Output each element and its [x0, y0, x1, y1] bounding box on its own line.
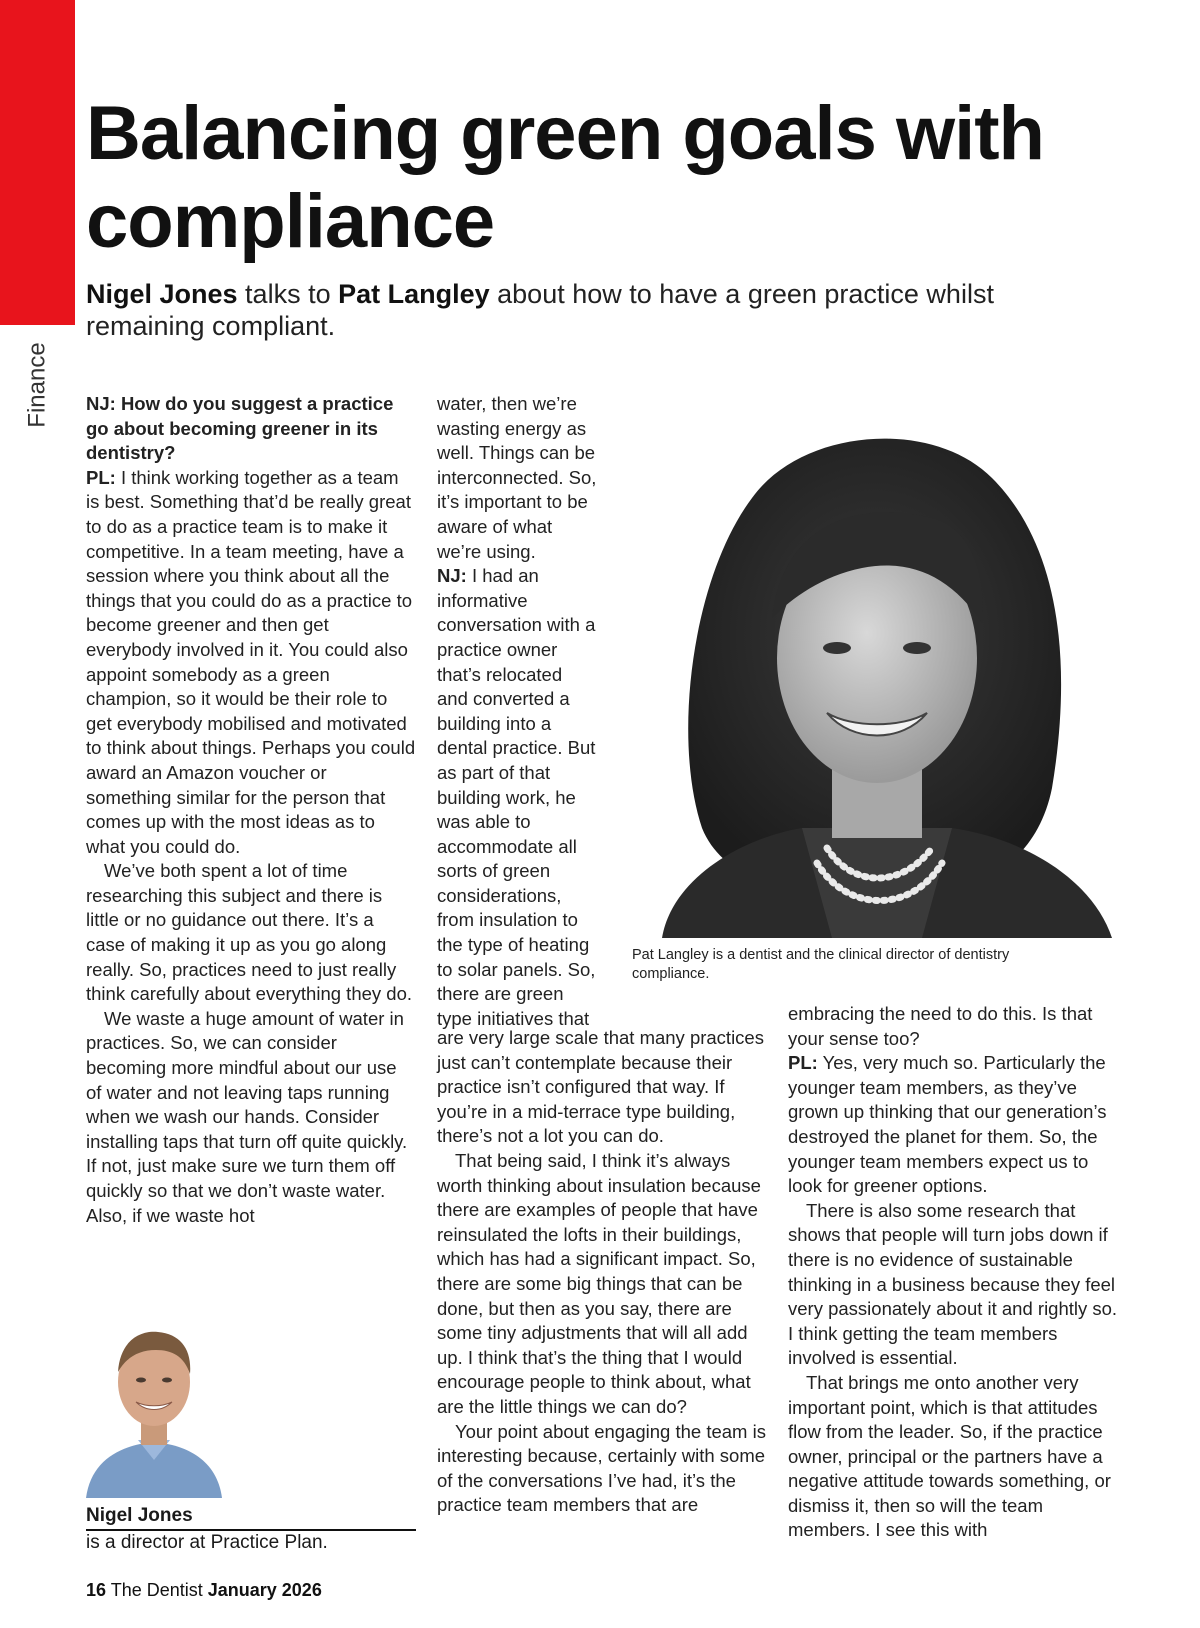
page-footer: [86, 1580, 322, 1601]
page-number: 16: [86, 1580, 107, 1600]
author-description: is a director at Practice Plan.: [86, 1532, 328, 1553]
publication-name: The Dentist: [106, 1580, 208, 1600]
author-name: Nigel Jones: [86, 1504, 416, 1531]
article-column-3: [788, 1002, 1118, 1543]
standfirst-interviewer: Nigel Jones: [86, 279, 238, 309]
answer-2-text: Yes, very much so. Particularly the younger team members, as they’ve grown up thinking that our generation’s destroyed the planet for them. So, the younger team members expect us to look for greener options.: [788, 1052, 1107, 1197]
portrait-photo-nigel-jones: [86, 1310, 222, 1498]
section-color-bar: [0, 0, 75, 325]
question-2-text: I had an informative conversation with a practice owner that’s relocated and converted a building into a dental practice. But as part of that building work, he was able to accommodate all sorts of green considerations, from insulation to the type of heating to solar panels. So, there are green type initiatives that: [437, 565, 596, 1029]
question-1: NJ: How do you suggest a practice go about becoming greener in its dentistry?: [86, 393, 394, 464]
speaker-label-pl: PL:: [788, 1052, 818, 1074]
standfirst-text-1: talks to: [237, 279, 339, 309]
speaker-label-pl: PL:: [86, 466, 116, 488]
answer-1-text: I think working together as a team is best. Something that’d be really great to do as a practice team is to make it competitive. In a team meeting, have a session where you think about all the things that you could do as a practice to become greener and then get everybody involved in it. You could also appoint somebody as a green champion, so it would be their role to get everybody mobilised and motivated to think about things. Perhaps you could award an Amazon voucher or something similar for the person that comes up with the most ideas as to what you could do.: [86, 466, 416, 857]
paragraph: We’ve both spent a lot of time researching this subject and there is little or no guidance out there. It’s a case of making it up as you go along really. So, practices need to just really think carefully about everything they do.: [86, 860, 412, 1005]
answer-2: [788, 1051, 1118, 1199]
headline: Balancing green goals with compliance: [86, 91, 1044, 264]
paragraph: water, then we’re wasting energy as well. Things can be interconnected. So, it’s important to be aware of what we’re using.: [437, 393, 597, 562]
question-2: [437, 564, 597, 1031]
section-label: [18, 340, 58, 430]
photo-caption: Pat Langley is a dentist and the clinical director of dentistry compliance.: [632, 947, 1010, 982]
issue-date: January 2026: [207, 1580, 322, 1600]
paragraph: That being said, I think it’s always worth thinking about insulation because there are examples of people that have reinsulated the lofts in their buildings, which has had a significant impact. So, there are some big things that can be done, but then as you say, there are some tiny adjustments that will all add up. I think that’s the thing that I would encourage people to think about, what are the little things we can do?: [437, 1149, 761, 1417]
paragraph: We waste a huge amount of water in practices. So, we can consider becoming more mindful about our use of water and not leaving taps running when we wash our hands. Consider installing taps that turn off quite quickly. If not, just make sure we turn them off quickly so that we don’t waste water. Also, if we waste hot: [86, 1007, 408, 1226]
paragraph: are very large scale that many practices just can’t contemplate because their practice isn’t configured that way. If you’re in a mid-terrace type building, there’s not a lot you can do.: [437, 1027, 764, 1147]
paragraph: That brings me onto another very important point, which is that attitudes flow from the leader. So, if the practice owner, principal or the partners have a negative attitude towards something, or dismiss it, then so will the team members. I see this with: [788, 1371, 1111, 1541]
section-label-text: Finance: [24, 342, 52, 428]
standfirst-text-2: about how to have a green practice whilst remaining compliant.: [86, 279, 994, 341]
author-bio: [86, 1504, 416, 1555]
answer-1: [86, 466, 416, 860]
standfirst-interviewee: Pat Langley: [338, 279, 490, 309]
paragraph: Your point about engaging the team is interesting because, certainly with some of the conversations I’ve had, it’s the practice team members that are: [437, 1420, 766, 1516]
article-column-1: [86, 392, 416, 1228]
paragraph: embracing the need to do this. Is that your sense too?: [788, 1003, 1093, 1049]
standfirst: [86, 278, 1006, 342]
article-column-2-narrow: [437, 392, 597, 1031]
portrait-photo-pat-langley: [632, 408, 1118, 938]
speaker-label-nj: NJ:: [437, 565, 467, 587]
paragraph: There is also some research that shows that people will turn jobs down if there is no evidence of sustainable thinking in a business because they feel very passionately about it and rightly so. I think getting the team members involved is essential.: [788, 1199, 1118, 1369]
article-column-2: [437, 1026, 767, 1518]
